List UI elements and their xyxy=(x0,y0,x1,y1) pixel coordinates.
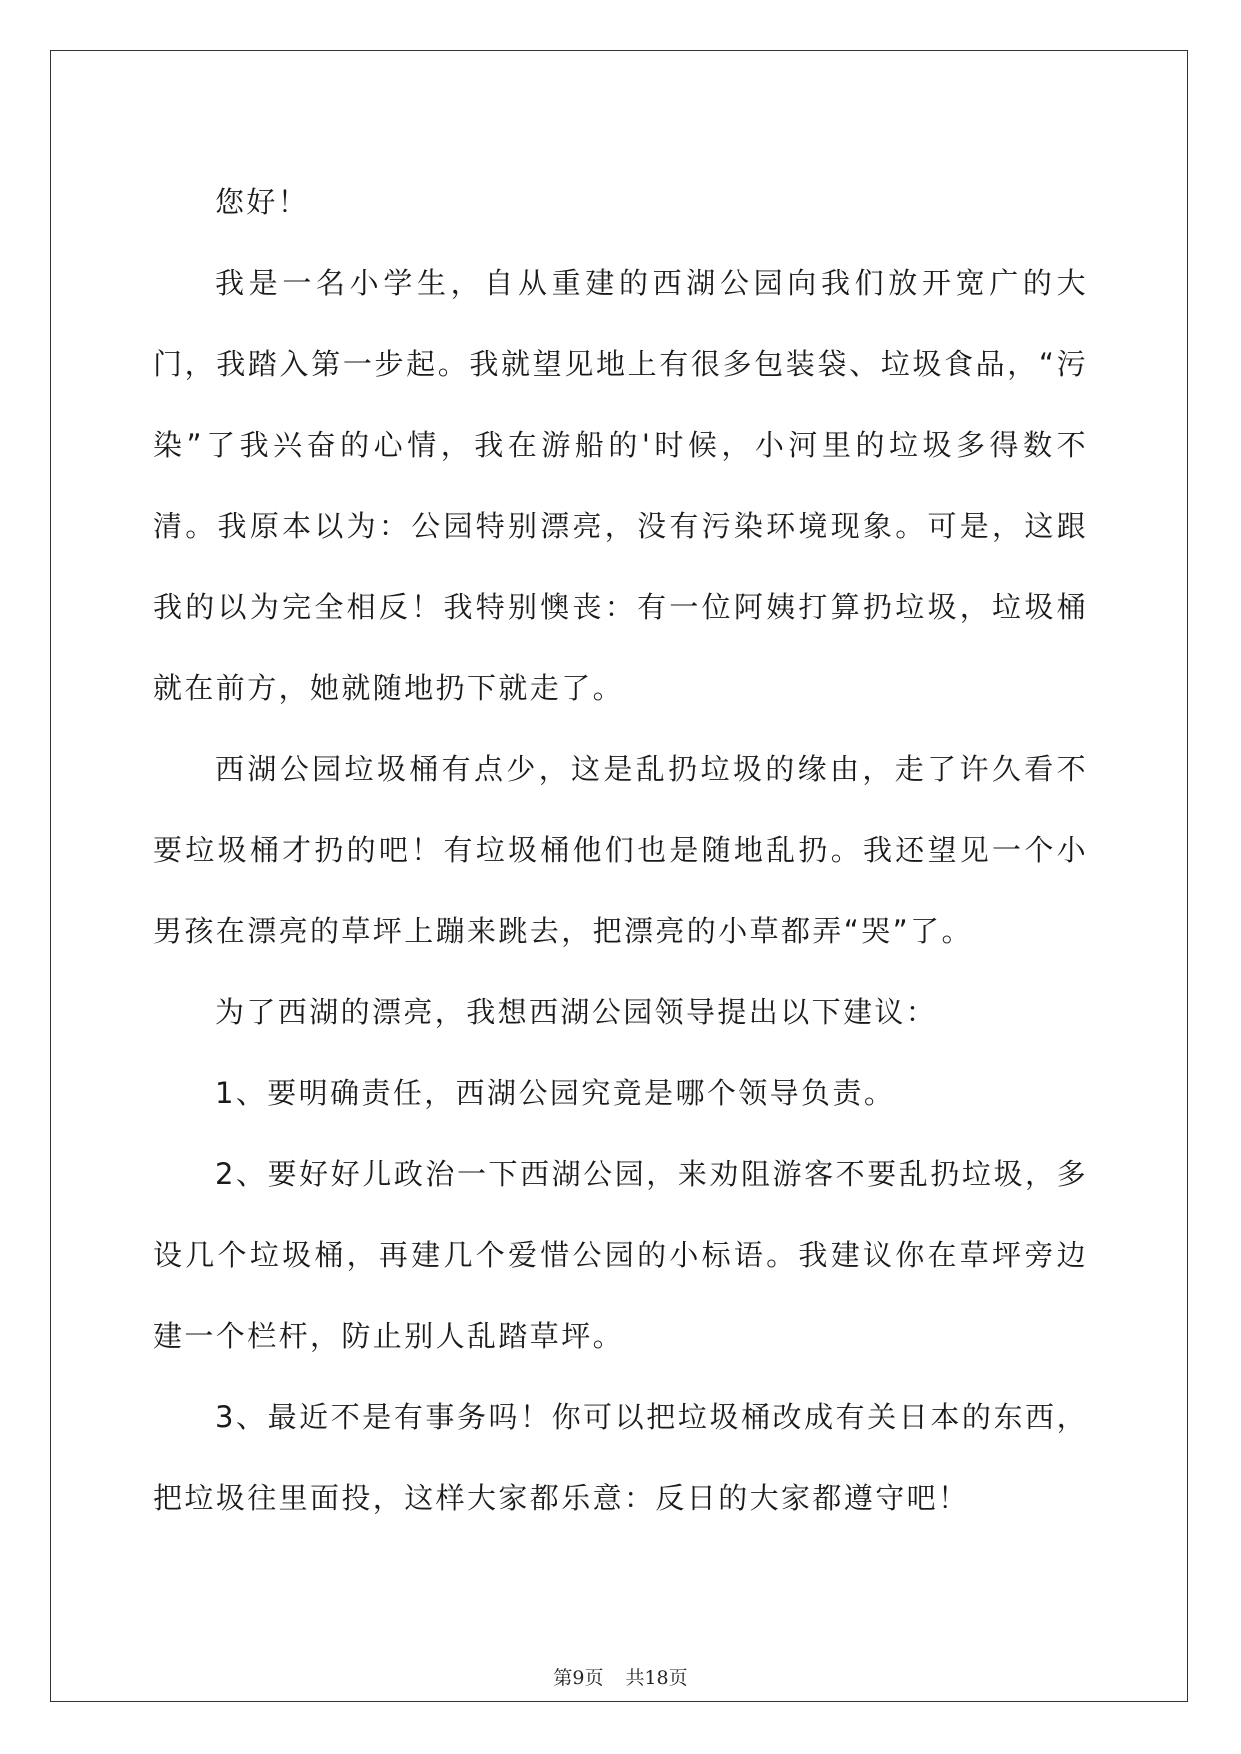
greeting-paragraph: 您好！ xyxy=(215,185,310,219)
page-footer xyxy=(0,1663,1241,1690)
body-paragraph: 我是一名小学生，自从重建的西湖公园向我们放开宽广的大门，我踏入第一步起。我就望见地上有很多包装袋、垃圾食品，“污染”了我兴奋的心情，我在游船的'时候，小河里的垃圾多得数不清。我原本以为：公园特别漂亮，没有污染环境现象。可是，这跟我的以为完全相反！我特别懊丧：有一位阿姨打算扔垃圾，垃圾桶就在前方，她就随地扔下就走了。 xyxy=(153,266,1088,705)
page-total: 共18页 xyxy=(625,1667,688,1689)
page-number: 第9页 xyxy=(553,1667,604,1689)
document-body xyxy=(153,162,1088,1539)
suggestion-item: 2、要好好儿政治一下西湖公园，来劝阻游客不要乱扔垃圾，多设几个垃圾桶，再建几个爱惜公园的小标语。我建议你在草坪旁边建一个栏杆，防止别人乱踏草坪。 xyxy=(153,1157,1088,1353)
body-paragraph: 为了西湖的漂亮，我想西湖公园领导提出以下建议： xyxy=(215,995,938,1029)
body-paragraph: 西湖公园垃圾桶有点少，这是乱扔垃圾的缘由，走了许久看不要垃圾桶才扔的吧！有垃圾桶他们也是随地乱扔。我还望见一个小男孩在漂亮的草坪上蹦来跳去，把漂亮的小草都弄“哭”了。 xyxy=(153,752,1088,948)
suggestion-item: 3、最近不是有事务吗！你可以把垃圾桶改成有关日本的东西，把垃圾往里面投，这样大家都乐意：反日的大家都遵守吧！ xyxy=(153,1400,1088,1515)
suggestion-item: 1、要明确责任，西湖公园究竟是哪个领导负责。 xyxy=(215,1076,896,1110)
